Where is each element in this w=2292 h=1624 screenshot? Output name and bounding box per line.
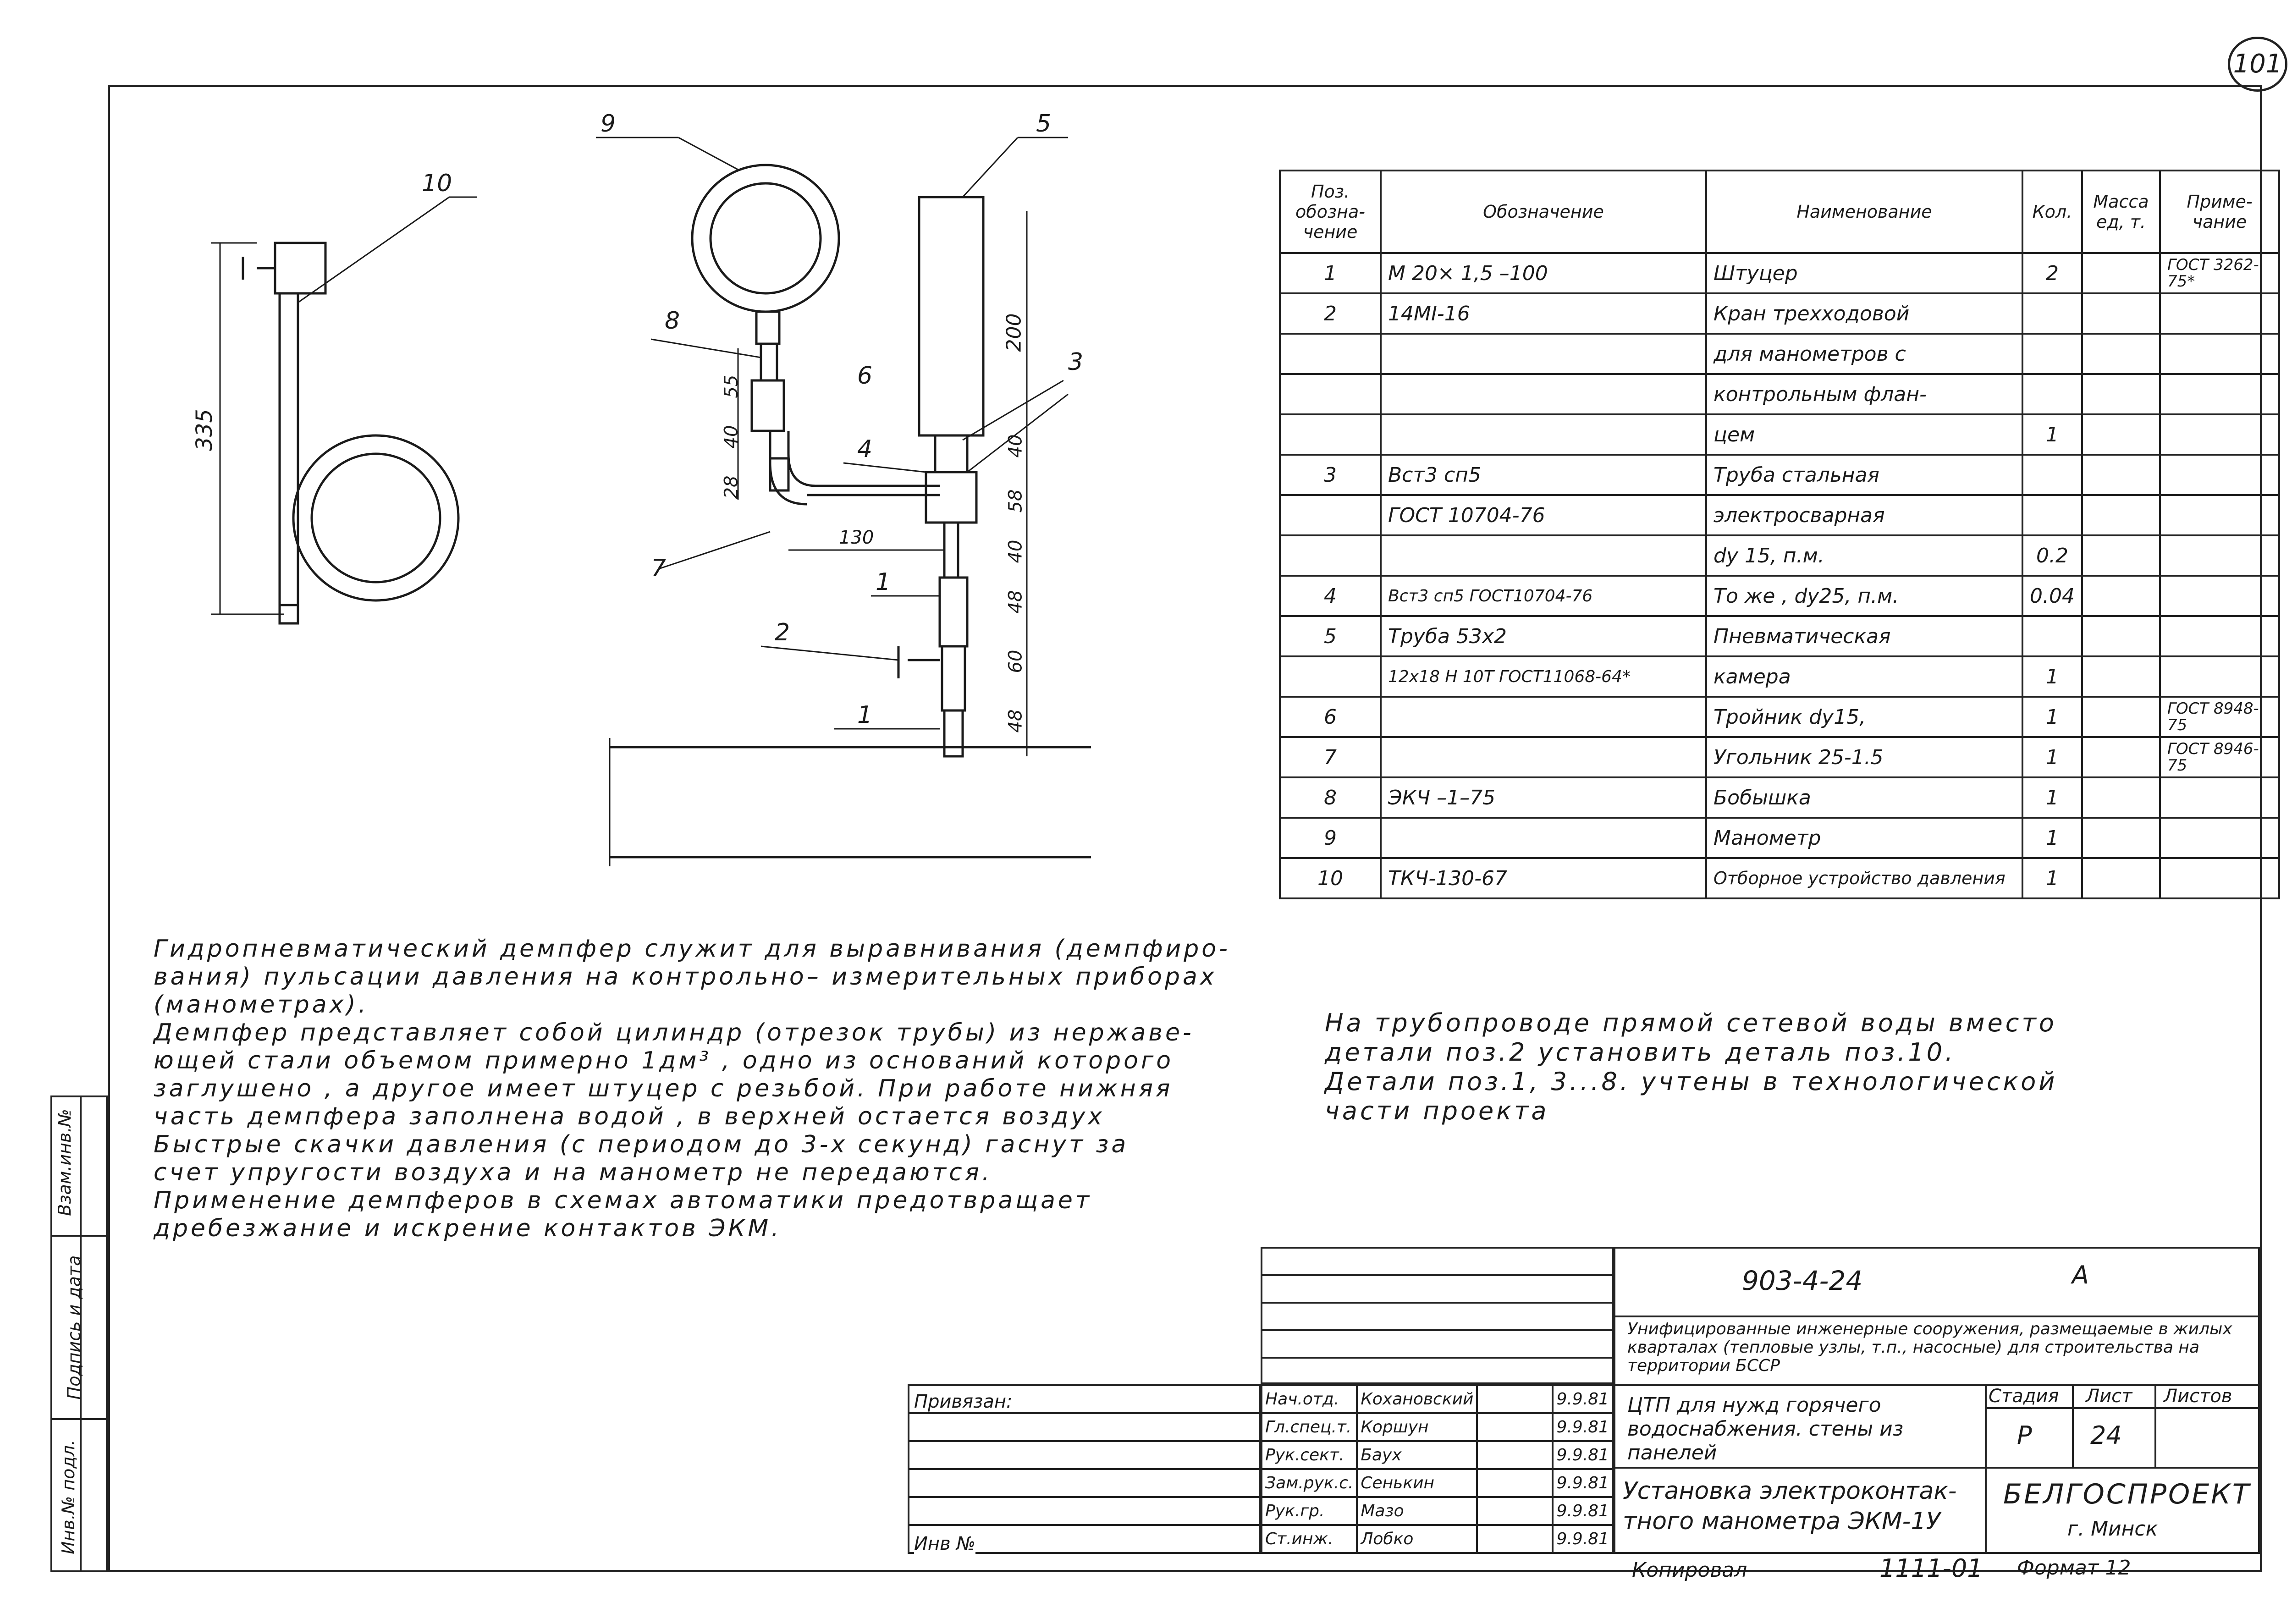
table-cell [1280, 374, 1381, 414]
table-cell: ГОСТ 10704-76 [1381, 495, 1706, 535]
signer-name: Баух [1357, 1441, 1477, 1469]
stage-value: Р [2017, 1421, 2032, 1450]
table-cell [2160, 858, 2279, 898]
table-cell [2160, 818, 2279, 858]
signer-date: 9.9.81 [1553, 1441, 1613, 1469]
table-cell [2160, 535, 2279, 576]
table-cell [2160, 334, 2279, 374]
table-cell: М 20× 1,5 –100 [1381, 253, 1706, 293]
sheet-title: Установка электроконтак- тного манометра ЭКМ-1У [1623, 1477, 1957, 1535]
table-cell: Труба стальная [1706, 455, 2022, 495]
table-cell [1381, 535, 1706, 576]
note-line: Детали поз.1, 3...8. учтены в технологической [1325, 1067, 2058, 1096]
title-block [908, 1247, 2260, 1554]
table-cell: 1 [2022, 858, 2082, 898]
dim-130: 130 [839, 527, 874, 548]
table-cell: 10 [1280, 858, 1381, 898]
table-row [1280, 334, 2279, 374]
table-cell [1381, 374, 1706, 414]
table-row [1280, 535, 2279, 576]
table-cell: ЭКЧ –1–75 [1381, 777, 1706, 818]
table-cell [1280, 656, 1381, 697]
table-cell: Манометр [1706, 818, 2022, 858]
signer-name: Мазо [1357, 1497, 1477, 1525]
callout-10: 10 [422, 170, 452, 197]
signer-role: Зам.рук.с. [1262, 1469, 1357, 1497]
table-cell: 9 [1280, 818, 1381, 858]
stage-label: Стадия [1989, 1386, 2059, 1407]
table-cell: 1 [2022, 414, 2082, 455]
table-cell [2022, 455, 2082, 495]
table-cell [2022, 293, 2082, 334]
table-cell [2022, 374, 2082, 414]
table-row [1280, 858, 2279, 898]
table-cell [2082, 414, 2160, 455]
callout-9: 9 [601, 110, 616, 138]
sheets-label: Листов [2164, 1386, 2232, 1407]
table-cell [1280, 495, 1381, 535]
description-line: вания) пульсации давления на контрольно– измерительных приборах [154, 963, 1217, 991]
table-cell [1280, 414, 1381, 455]
signer-role: Гл.спец.т. [1262, 1413, 1357, 1441]
table-cell [1280, 535, 1381, 576]
table-cell: 3 [1280, 455, 1381, 495]
table-cell [2160, 374, 2279, 414]
table-cell [2082, 737, 2160, 777]
description-line: ющей стали объемом примерно 1дм³ , одно из оснований которого [154, 1047, 1174, 1074]
dim-40-left: 40 [721, 425, 742, 449]
note-line: детали поз.2 установить деталь поз.10. [1325, 1038, 1956, 1067]
table-cell [2082, 495, 2160, 535]
note-line: На трубопроводе прямой сетевой воды вместо [1325, 1008, 2057, 1037]
description-line: (манометрах). [154, 991, 369, 1018]
format: Формат 12 [2017, 1556, 2131, 1580]
description [154, 935, 1309, 1243]
table-cell: 6 [1280, 697, 1381, 737]
table-cell: цем [1706, 414, 2022, 455]
city: г. Минск [2067, 1517, 2158, 1541]
table-cell [2022, 616, 2082, 656]
table-cell [2082, 455, 2160, 495]
inv-label: Инв № [914, 1533, 975, 1554]
table-cell [1381, 818, 1706, 858]
signer-date: 9.9.81 [1553, 1469, 1613, 1497]
organization: БЕЛГОСПРОЕКТ [2003, 1478, 2251, 1510]
dim-335: 335 [191, 409, 217, 451]
signer-row [1262, 1413, 1613, 1441]
description-line: часть демпфера заполнена водой , в верхней остается воздух [154, 1103, 1105, 1130]
dim-60: 60 [1005, 650, 1026, 673]
table-cell: 2 [1280, 293, 1381, 334]
dim-55: 55 [721, 374, 742, 398]
signer-row [1262, 1469, 1613, 1497]
table-cell: Вст3 сп5 [1381, 455, 1706, 495]
bound-label: Привязан: [914, 1391, 1013, 1412]
table-cell: ГОСТ 8946-75 [2160, 737, 2279, 777]
description-line: Применение демпферов в схемах автоматики предотвращает [154, 1187, 1092, 1214]
stamp-signature: Подпись и дата [64, 1255, 84, 1400]
signature-cell [1477, 1469, 1553, 1497]
table-cell: 1 [2022, 737, 2082, 777]
table-cell [2160, 293, 2279, 334]
table-cell: То же , dy25, п.м. [1706, 576, 2022, 616]
description-line: заглушено , а другое имеет штуцер с резьбой. При работе нижняя [154, 1075, 1173, 1102]
table-row [1280, 414, 2279, 455]
signer-date: 9.9.81 [1553, 1413, 1613, 1441]
signer-name: Кохановский [1357, 1385, 1477, 1413]
signer-row [1262, 1385, 1613, 1413]
table-cell: 1 [2022, 818, 2082, 858]
table-cell [2160, 495, 2279, 535]
signer-name: Сенькин [1357, 1469, 1477, 1497]
table-row [1280, 455, 2279, 495]
table-cell: 7 [1280, 737, 1381, 777]
signature-cell [1477, 1413, 1553, 1441]
signer-name: Лобко [1357, 1525, 1477, 1553]
dim-40-b: 40 [1005, 539, 1026, 563]
table-cell: 2 [2022, 253, 2082, 293]
signer-table [1261, 1384, 1614, 1554]
table-cell: 1 [2022, 777, 2082, 818]
table-cell: Пневматическая [1706, 616, 2022, 656]
table-cell [1280, 334, 1381, 374]
signer-row [1262, 1497, 1613, 1525]
dim-58: 58 [1005, 489, 1026, 513]
table-cell: 5 [1280, 616, 1381, 656]
table-cell [2082, 656, 2160, 697]
sheet-number: 101 [2233, 49, 2282, 79]
signature-cell [1477, 1441, 1553, 1469]
signature-cell [1477, 1385, 1553, 1413]
table-row [1280, 737, 2279, 777]
table-cell: Бобышка [1706, 777, 2022, 818]
object-title: ЦТП для нужд горячего водоснабжения. стены из панелей [1627, 1393, 1904, 1464]
table-cell: контрольным флан- [1706, 374, 2022, 414]
table-cell: 14МI-16 [1381, 293, 1706, 334]
table-cell: Штуцер [1706, 253, 2022, 293]
table-cell: 1 [1280, 253, 1381, 293]
table-cell: Труба 53х2 [1381, 616, 1706, 656]
specification-table [1279, 170, 2280, 899]
table-cell: 12х18 Н 10Т ГОСТ11068-64* [1381, 656, 1706, 697]
table-cell: ТКЧ-130-67 [1381, 858, 1706, 898]
callout-5: 5 [1036, 110, 1052, 138]
table-cell: 4 [1280, 576, 1381, 616]
table-cell [2160, 414, 2279, 455]
signer-date: 9.9.81 [1553, 1385, 1613, 1413]
signer-date: 9.9.81 [1553, 1497, 1613, 1525]
table-cell [2082, 253, 2160, 293]
table-cell [2082, 576, 2160, 616]
stamp-vzam: Взам.инв.№ [54, 1109, 75, 1216]
table-cell [1381, 737, 1706, 777]
project-code: 903-4-24 [1742, 1265, 1863, 1296]
table-row [1280, 656, 2279, 697]
signer-name: Коршун [1357, 1413, 1477, 1441]
callout-2: 2 [775, 619, 790, 646]
table-cell [2082, 374, 2160, 414]
callout-1-upper: 1 [876, 568, 891, 596]
table-row [1280, 495, 2279, 535]
dim-48-a: 48 [1005, 590, 1026, 614]
dim-200: 200 [1002, 313, 1026, 352]
table-cell: для манометров с [1706, 334, 2022, 374]
signature-cell [1477, 1525, 1553, 1553]
dim-40-a: 40 [1005, 434, 1026, 458]
table-cell: Угольник 25-1.5 [1706, 737, 2022, 777]
dim-48-b: 48 [1005, 709, 1026, 733]
table-cell [2082, 616, 2160, 656]
table-cell [2082, 535, 2160, 576]
signer-role: Рук.гр. [1262, 1497, 1357, 1525]
description-line: Гидропневматический демпфер служит для выравнивания (демпфиро- [154, 935, 1230, 963]
sheet-value: 24 [2090, 1421, 2122, 1450]
table-cell [2082, 858, 2160, 898]
table-cell [2022, 334, 2082, 374]
header-name: Наименование [1706, 171, 2022, 253]
table-row [1280, 293, 2279, 334]
table-cell [2160, 616, 2279, 656]
siphon-view [211, 197, 477, 623]
table-cell [2082, 697, 2160, 737]
callout-8: 8 [665, 307, 680, 335]
table-row [1280, 697, 2279, 737]
table-row [1280, 777, 2279, 818]
table-cell [1381, 697, 1706, 737]
note [1325, 1008, 2242, 1126]
header-pos: Поз. обозна- чение [1280, 171, 1381, 253]
table-row [1280, 253, 2279, 293]
table-cell [1381, 414, 1706, 455]
table-cell: камера [1706, 656, 2022, 697]
table-cell [2022, 495, 2082, 535]
table-cell [2160, 777, 2279, 818]
table-row [1280, 374, 2279, 414]
table-cell: Отборное устройство давления [1706, 858, 2022, 898]
sheet-label: Лист [2086, 1386, 2132, 1407]
table-cell [2082, 334, 2160, 374]
table-cell: 8 [1280, 777, 1381, 818]
callout-1-lower: 1 [857, 701, 873, 729]
description-line: дребезжание и искрение контактов ЭКМ. [154, 1215, 782, 1242]
table-row [1280, 818, 2279, 858]
table-cell [1381, 334, 1706, 374]
header-mass: Масса ед, т. [2082, 171, 2160, 253]
table-cell: ГОСТ 3262-75* [2160, 253, 2279, 293]
table-cell [2082, 777, 2160, 818]
signer-role: Рук.сект. [1262, 1441, 1357, 1469]
table-cell [2160, 455, 2279, 495]
table-cell: 1 [2022, 697, 2082, 737]
callout-6: 6 [857, 362, 873, 390]
dim-28: 28 [721, 475, 742, 499]
callout-4: 4 [857, 435, 873, 463]
table-cell [2160, 576, 2279, 616]
table-row [1280, 616, 2279, 656]
table-cell [2082, 818, 2160, 858]
table-row [1280, 576, 2279, 616]
table-cell: Тройник dy15, [1706, 697, 2022, 737]
note-line: части проекта [1325, 1096, 1549, 1125]
table-cell: 1 [2022, 656, 2082, 697]
description-line: Быстрые скачки давления (с периодом до 3-х секунд) гаснут за [154, 1131, 1129, 1158]
header-qty: Кол. [2022, 171, 2082, 253]
table-cell: Вст3 сп5 ГОСТ10704-76 [1381, 576, 1706, 616]
project-letter: А [2072, 1261, 2089, 1289]
series-title: Унифицированные инженерные сооружения, размещаемые в жилых кварталах (тепловые узлы, т.п., насосные) для строительства на территории БССР [1627, 1320, 2232, 1375]
signer-row [1262, 1441, 1613, 1469]
table-cell: 0.2 [2022, 535, 2082, 576]
description-line: Демпфер представляет собой цилиндр (отрезок трубы) из нержаве- [154, 1019, 1194, 1046]
copy-number: 1111-01 [1879, 1554, 1983, 1583]
table-cell [2082, 293, 2160, 334]
signature-cell [1477, 1497, 1553, 1525]
callout-3: 3 [1068, 348, 1084, 376]
header-designation: Обозначение [1381, 171, 1706, 253]
table-cell [2160, 656, 2279, 697]
signer-row [1262, 1525, 1613, 1553]
callout-7: 7 [651, 555, 667, 582]
table-cell: ГОСТ 8948-75 [2160, 697, 2279, 737]
table-cell: dy 15, п.м. [1706, 535, 2022, 576]
table-cell: 0.04 [2022, 576, 2082, 616]
header-note: Приме- чание [2160, 171, 2279, 253]
table-cell: Кран трехходовой [1706, 293, 2022, 334]
table-cell: электросварная [1706, 495, 2022, 535]
stamp-inv: Инв.№ подл. [58, 1439, 79, 1555]
signer-date: 9.9.81 [1553, 1525, 1613, 1553]
signer-role: Ст.инж. [1262, 1525, 1357, 1553]
signer-role: Нач.отд. [1262, 1385, 1357, 1413]
copied-label: Копировал [1632, 1558, 1747, 1582]
description-line: счет упругости воздуха и на манометр не передаются. [154, 1159, 992, 1186]
